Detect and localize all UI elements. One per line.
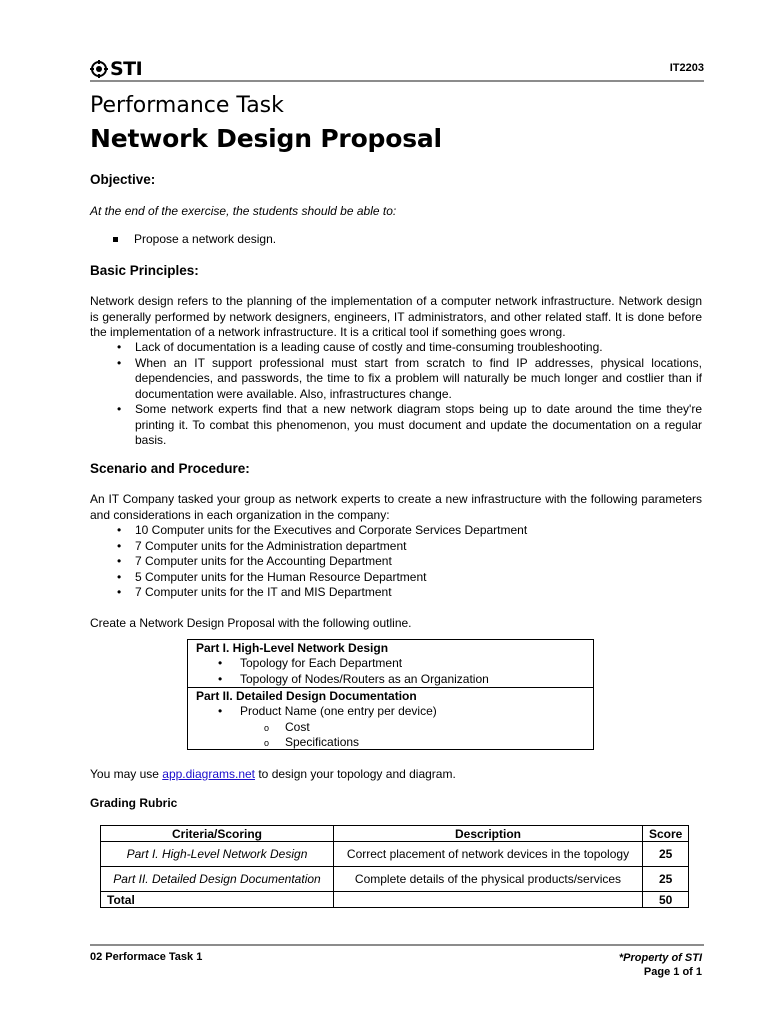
total-row [101,892,689,908]
column-header-description: Description [334,826,643,842]
score-cell: 25 [643,867,689,892]
outline-part-2 [188,688,593,749]
principles-list [90,340,702,449]
objective-intro: At the end of the exercise, the students should be able to: [90,204,397,218]
diagrams-link[interactable]: app.diagrams.net [162,767,256,781]
header-divider [90,80,704,82]
diagram-tool-note [90,767,456,781]
list-item-text: 7 Computer units for the IT and MIS Department [135,585,392,599]
bullet-icon: • [117,585,122,599]
criteria-cell: Part II. Detailed Design Documentation [101,867,334,892]
list-item-text: 7 Computer units for the Accounting Department [135,554,392,568]
score-cell: 25 [643,842,689,867]
list-item [90,340,702,356]
outline-part-2-title: Part II. Detailed Design Documentation [196,689,417,703]
outline-item [188,672,593,687]
objective-heading: Objective: [90,172,156,187]
footer-divider [90,944,704,946]
note-text-before: You may use [90,767,163,781]
footer-right [619,951,702,979]
principles-paragraph: Network design refers to the planning of the implementation of a computer network infrastructure. Network design is generally performed by network designers, engineers, IT administrators, and other related staff. It is done before the implementation of a network infrastructure. It is a critical tool if something goes wrong. [90,294,702,339]
total-label-cell: Total [101,892,334,908]
list-item [90,356,702,403]
create-instruction: Create a Network Design Proposal with the following outline. [90,616,412,630]
objective-item: Propose a network design. [134,232,277,246]
outline-item-text: Product Name (one entry per device) [240,704,437,719]
bullet-icon: • [117,355,122,370]
rubric-heading: Grading Rubric [90,796,178,810]
bullet-icon: • [117,569,122,584]
objective-list [113,232,276,246]
column-header-criteria: Criteria/Scoring [101,826,334,842]
table-row [101,867,689,892]
bullet-icon: • [117,523,122,537]
list-item-text: Some network experts find that a new network diagram stops being up to date around the time they're printing it. To combat this phenomenon, you must document and update the documentation on a regular basis. [135,402,702,447]
rubric-table [100,825,689,908]
document-subtitle: Performance Task [90,93,284,118]
outline-part-1-title: Part I. High-Level Network Design [196,641,389,655]
footer-task-label: 02 Performace Task 1 [90,951,203,963]
outline-subitem [188,720,593,735]
principles-heading: Basic Principles: [90,263,199,278]
outline-box [187,639,594,750]
bullet-icon: • [218,704,223,719]
criteria-cell: Part I. High-Level Network Design [101,842,334,867]
table-header-row [101,826,689,842]
description-cell: Correct placement of network devices in the topology [334,842,643,867]
list-item-text: When an IT support professional must start from scratch to find IP addresses, physical locations, dependencies, and passwords, the time to fix a problem will naturally be much longer and costlier than if documentation were available. Also, infrastructures change. [135,355,702,401]
square-bullet-icon [113,237,118,242]
list-item [90,585,702,601]
outline-subitem-text: Specifications [285,734,360,749]
bullet-icon: • [117,340,122,354]
outline-subitem [188,735,593,750]
list-item [90,554,702,570]
bullet-icon: • [117,538,122,553]
list-item [90,570,702,586]
scenario-list [90,523,702,601]
page-header [90,58,704,82]
list-item-text: Lack of documentation is a leading cause of costly and time-consuming troubleshooting. [135,340,603,354]
outline-item-text: Topology of Nodes/Routers as an Organization [240,671,489,686]
list-item [90,523,702,539]
list-item-text: 7 Computer units for the Administration department [135,538,407,553]
sti-logo-icon [90,60,108,78]
outline-item [188,704,593,719]
scenario-heading: Scenario and Procedure: [90,461,250,476]
outline-subitem-text: Cost [285,719,310,734]
outline-item [188,656,593,671]
outline-part-1 [188,640,593,688]
bullet-icon: • [117,402,122,416]
description-cell: Complete details of the physical products/services [334,867,643,892]
column-header-score: Score [643,826,689,842]
total-score-cell: 50 [643,892,689,908]
list-item [90,402,702,449]
empty-cell [334,892,643,908]
bullet-icon: • [218,671,223,686]
circle-bullet-icon: o [264,722,270,733]
course-code: IT2203 [669,62,704,74]
bullet-icon: • [117,554,122,568]
logo-text: STI [110,58,143,80]
list-item-text: 10 Computer units for the Executives and Corporate Services Department [135,523,528,537]
list-item-text: 5 Computer units for the Human Resource Department [135,569,427,584]
scenario-paragraph: An IT Company tasked your group as network experts to create a new infrastructure with the following parameters and considerations in each organization in the company: [90,492,702,522]
bullet-icon: • [218,656,223,671]
outline-item-text: Topology for Each Department [240,656,403,671]
page-number: Page 1 of 1 [643,966,702,978]
sti-logo [90,58,142,80]
note-text-after: to design your topology and diagram. [255,767,456,781]
document-title: Network Design Proposal [90,124,442,153]
list-item [90,539,702,555]
circle-bullet-icon: o [264,737,270,748]
property-notice: *Property of STI [618,952,702,964]
table-row [101,842,689,867]
